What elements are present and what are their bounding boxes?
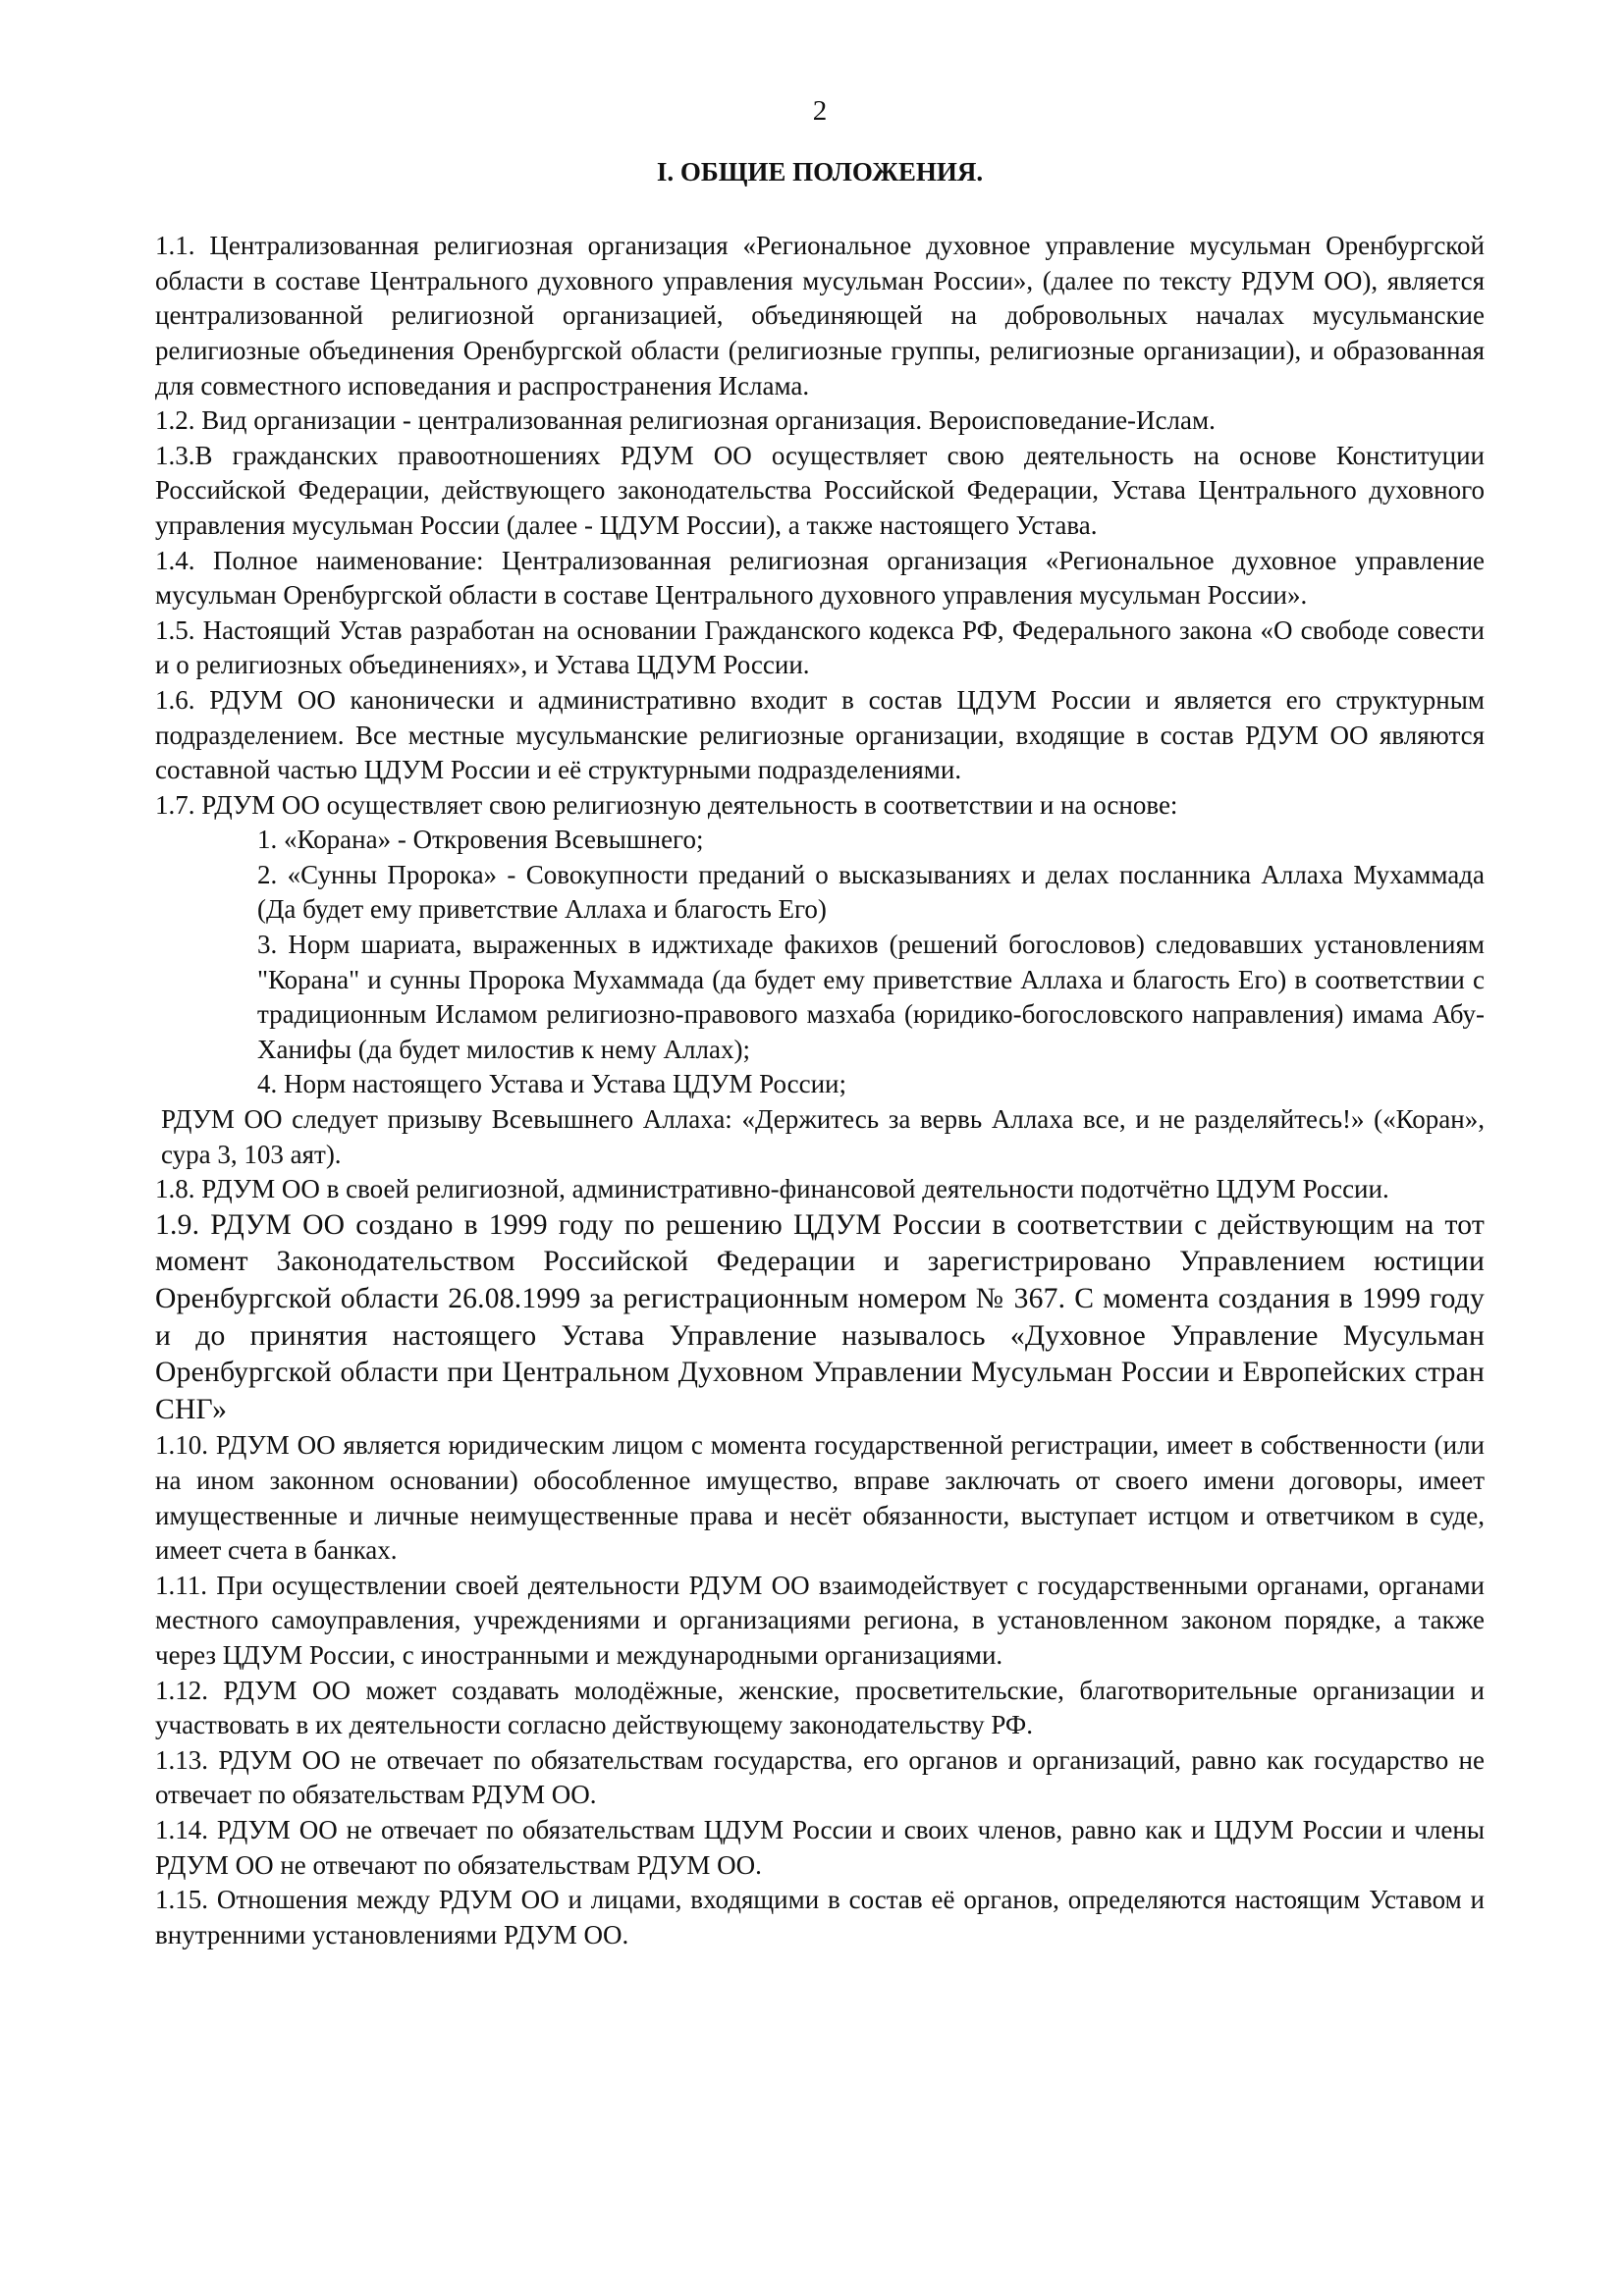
paragraph-1-3: 1.3.В гражданских правоотношениях РДУМ ОО осуществляет свою деятельность на основе Конституции Российской Федерации, действующего законодательства Российской Федерации, Устава Центрального духовного управления мусульман России (далее - ЦДУМ России), а также настоящего Устава. bbox=[155, 440, 1485, 540]
paragraph-1-15: 1.15. Отношения между РДУМ ОО и лицами, входящими в состав её органов, определяются настоящим Уставом и внутренними установлениями РДУМ ОО. bbox=[155, 1885, 1485, 1949]
paragraph-1-1: 1.1. Централизованная религиозная организация «Региональное духовное управление мусульман Оренбургской области в составе Центрального духовного управления мусульман России», (далее по тексту РДУМ ОО), является централизованной религиозной организацией, объединяющей на добровольных началах мусульманские религиозные объединения Оренбургской области (религиозные группы, религиозные организации), и образованная для совместного исповедания и распространения Ислама. bbox=[155, 231, 1485, 400]
paragraph-1-6: 1.6. РДУМ ОО канонически и административно входит в состав ЦДУМ России и является его структурным подразделением. Все местные мусульманские религиозные организации, входящие в состав РДУМ ОО являются составной частью ЦДУМ России и её структурными подразделениями. bbox=[155, 684, 1485, 785]
paragraph-1-12: 1.12. РДУМ ОО может создавать молодёжные, женские, просветительские, благотворительные организации и участвовать в их деятельности согласно действующему законодательству РФ. bbox=[155, 1675, 1485, 1740]
paragraph-1-5: 1.5. Настоящий Устав разработан на основании Гражданского кодекса РФ, Федерального закона «О свободе совести и о религиозных объединениях», и Устава ЦДУМ России. bbox=[155, 614, 1485, 680]
quran-quote-paragraph: РДУМ ОО следует призыву Всевышнего Аллаха: «Держитесь за вервь Аллаха все, и не разделяйтесь!» («Коран», сура 3, 103 аят). bbox=[161, 1104, 1485, 1169]
paragraph-1-11: 1.11. При осуществлении своей деятельности РДУМ ОО взаимодействует с государственными органами, органами местного самоуправления, учреждениями и организациями региона, в установленном законом порядке, а также через ЦДУМ России, с иностранными и международными организациями. bbox=[155, 1570, 1485, 1670]
list-item-4: 4. Норм настоящего Устава и Устава ЦДУМ России; bbox=[257, 1069, 847, 1099]
paragraph-1-9: 1.9. РДУМ ОО создано в 1999 году по решению ЦДУМ России в соответствии с действующим на тот момент Законодательством Российской Федерации и зарегистрировано Управлением юстиции Оренбургской области 26.08.1999 за регистрационным номером № 367. С момента создания в 1999 году и до принятия настоящего Устава Управление называлось «Духовное Управление Мусульман Оренбургской области при Центральном Духовном Управлении Мусульман России и Европейских стран СНГ» bbox=[155, 1208, 1485, 1425]
section-title: I. ОБЩИЕ ПОЛОЖЕНИЯ. bbox=[656, 156, 984, 187]
paragraph-1-8: 1.8. РДУМ ОО в своей религиозной, административно-финансовой деятельности подотчётно ЦДУМ России. bbox=[155, 1174, 1389, 1204]
paragraph-1-10: 1.10. РДУМ ОО является юридическим лицом с момента государственной регистрации, имеет в собственности (или на ином законном основании) обособленное имущество, вправе заключать от своего имени договоры, имеет имущественные и личные неимущественные права и несёт обязанности, выступает истцом и ответчиком в суде, имеет счета в банках. bbox=[155, 1430, 1485, 1566]
paragraph-1-14: 1.14. РДУМ ОО не отвечает по обязательствам ЦДУМ России и своих членов, равно как и ЦДУМ России и члены РДУМ ОО не отвечают по обязательствам РДУМ ОО. bbox=[155, 1814, 1485, 1880]
list-item-1: 1. «Корана» - Откровения Всевышнего; bbox=[257, 825, 704, 855]
paragraph-1-2: 1.2. Вид организации - централизованная религиозная организация. Вероисповедание-Ислам. bbox=[155, 405, 1216, 436]
paragraph-1-7: 1.7. РДУМ ОО осуществляет свою религиозную деятельность в соответствии и на основе: bbox=[155, 789, 1178, 820]
paragraph-1-13: 1.13. РДУМ ОО не отвечает по обязательствам государства, его органов и организаций, равно как государство не отвечает по обязательствам РДУМ ОО. bbox=[155, 1744, 1485, 1810]
list-item-2: 2. «Сунны Пророка» - Совокупности преданий о высказываниях и делах посланника Аллаха Мухаммада (Да будет ему приветствие Аллаха и благость Его) bbox=[257, 859, 1485, 925]
page-number: 2 bbox=[812, 95, 828, 127]
paragraph-1-4: 1.4. Полное наименование: Централизованная религиозная организация «Региональное духовное управление мусульман Оренбургской области в составе Центрального духовного управления мусульман России». bbox=[155, 545, 1485, 611]
list-item-3: 3. Норм шариата, выраженных в иджтихаде факихов (решений богословов) следовавших установлениям "Корана" и сунны Пророка Мухаммада (да будет ему приветствие Аллаха и благость Его) в соответствии с традиционным Исламом религиозно-правового мазхаба (юридико-богословского направления) имама Абу-Ханифы (да будет милостив к нему Аллах); bbox=[257, 930, 1485, 1064]
